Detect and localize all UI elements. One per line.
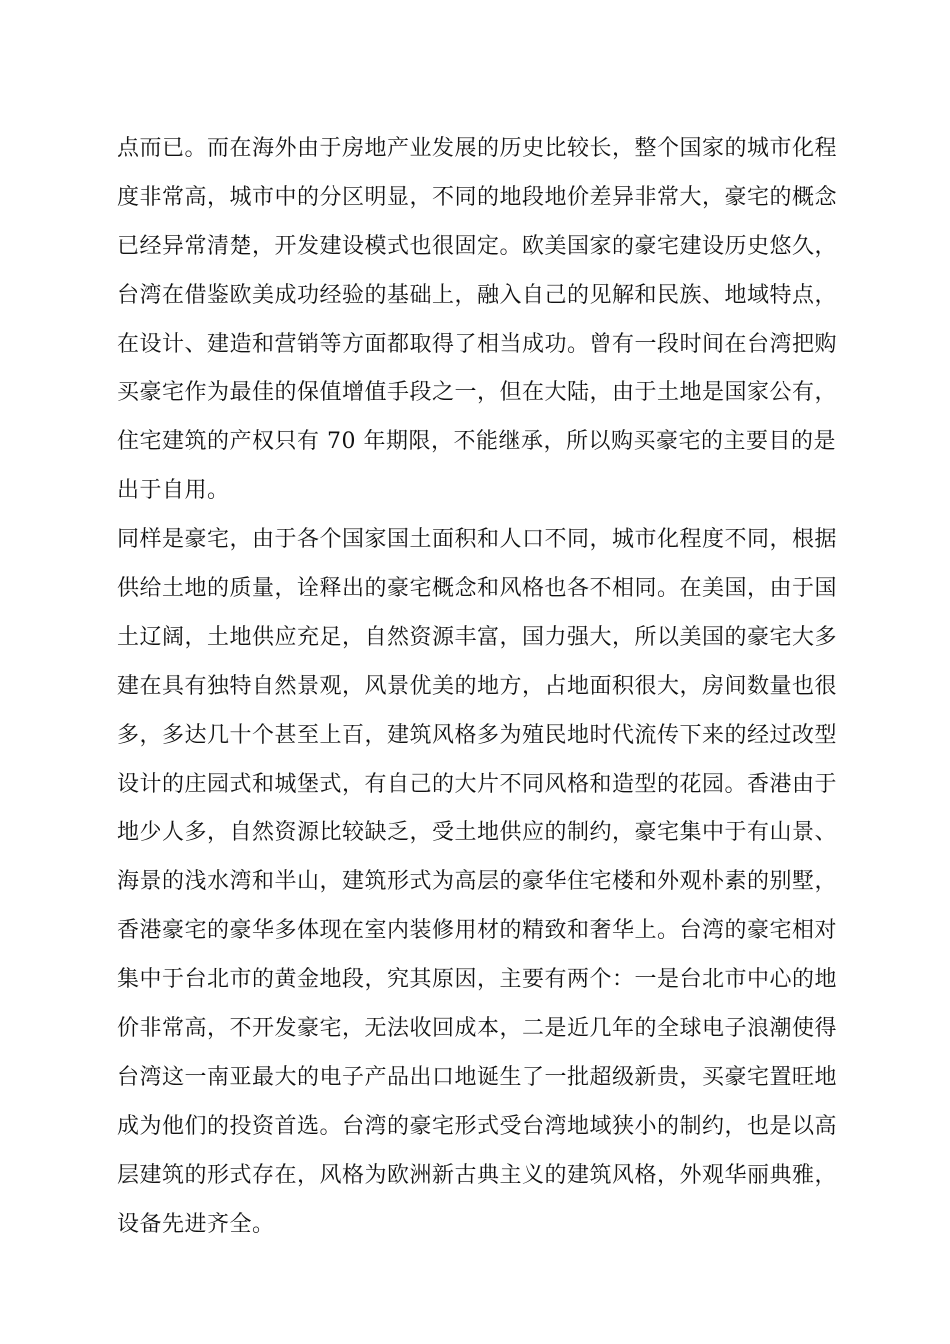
text-line: 价非常高，不开发豪宅，无法收回成本，二是近几年的全球电子浪潮使得 (117, 1016, 838, 1042)
body-text (117, 125, 837, 1249)
text-line: 供给土地的质量，诠释出的豪宅概念和风格也各不相同。在美国，由于国 (117, 576, 838, 602)
text-line: 点而已。而在海外由于房地产业发展的历史比较长，整个国家的城市化程 (117, 136, 838, 161)
text-line: 香港豪宅的豪华多体现在室内装修用材的精致和奢华上。台湾的豪宅相对 (117, 918, 838, 944)
text-line: 设备先进齐全。 (117, 1211, 275, 1237)
text-line: 已经异常清楚，开发建设模式也很固定。欧美国家的豪宅建设历史悠久， (117, 233, 838, 259)
text-line: 海景的浅水湾和半山，建筑形式为高层的豪华住宅楼和外观朴素的别墅， (117, 869, 838, 895)
text-line: 住宅建筑的产权只有 70 年期限，不能继承，所以购买豪宅的主要目的是 (117, 429, 836, 455)
text-line: 土辽阔，土地供应充足，自然资源丰富，国力强大，所以美国的豪宅大多 (117, 624, 838, 650)
text-line: 成为他们的投资首选。台湾的豪宅形式受台湾地域狭小的制约，也是以高 (117, 1113, 838, 1139)
paragraph-1 (117, 125, 837, 516)
text-line: 地少人多，自然资源比较缺乏，受土地供应的制约，豪宅集中于有山景、 (117, 820, 838, 846)
text-line: 在设计、建造和营销等方面都取得了相当成功。曾有一段时间在台湾把购 (117, 331, 838, 357)
text-line: 设计的庄园式和城堡式，有自己的大片不同风格和造型的花园。香港由于 (117, 771, 838, 797)
text-line: 建在具有独特自然景观，风景优美的地方，占地面积很大，房间数量也很 (117, 673, 838, 699)
text-line: 出于自用。 (117, 478, 230, 504)
text-line: 度非常高，城市中的分区明显，不同的地段地价差异非常大，豪宅的概念 (117, 184, 838, 210)
text-line: 台湾在借鉴欧美成功经验的基础上，融入自己的见解和民族、地域特点， (117, 282, 838, 308)
text-line: 买豪宅作为最佳的保值增值手段之一，但在大陆，由于土地是国家公有， (117, 380, 838, 406)
text-line: 同样是豪宅，由于各个国家国土面积和人口不同，城市化程度不同，根据 (117, 527, 838, 553)
text-line: 集中于台北市的黄金地段，究其原因，主要有两个：一是台北市中心的地 (117, 967, 838, 993)
paragraph-2 (117, 516, 837, 1249)
text-line: 层建筑的形式存在，风格为欧洲新古典主义的建筑风格，外观华丽典雅， (117, 1162, 838, 1188)
text-line: 多，多达几十个甚至上百，建筑风格多为殖民地时代流传下来的经过改型 (117, 722, 838, 748)
text-line: 台湾这一南亚最大的电子产品出口地诞生了一批超级新贵，买豪宅置旺地 (117, 1064, 838, 1090)
